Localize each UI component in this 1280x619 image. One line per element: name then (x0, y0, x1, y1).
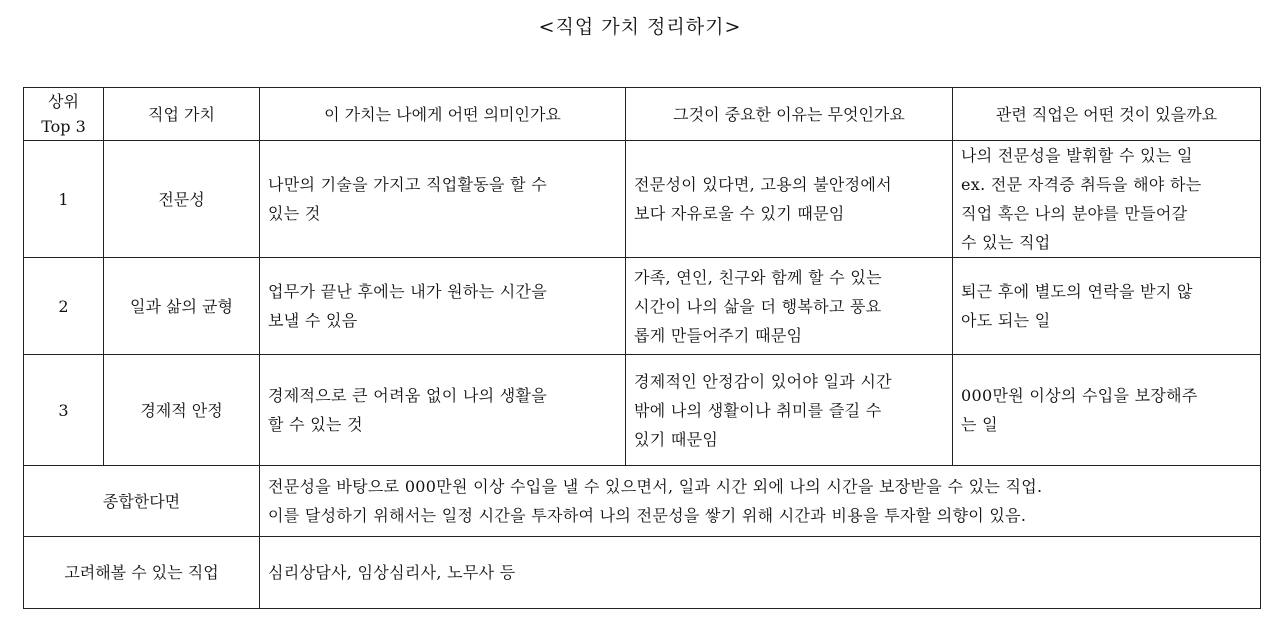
reason-line: 가족, 연인, 친구와 함께 할 수 있는 (634, 267, 882, 287)
header-jobs: 관련 직업은 어떤 것이 있을까요 (953, 88, 1261, 141)
jobs-line: 나의 전문성을 발휘할 수 있는 일 (961, 146, 1193, 165)
reason-line: 경제적인 안정감이 있어야 일과 시간 (634, 371, 892, 391)
jobs-line: 퇴근 후에 별도의 연락을 받지 않 (961, 282, 1193, 301)
summary-text (260, 466, 1261, 537)
summary-row (24, 466, 1261, 537)
summary-label: 종합한다면 (24, 466, 260, 537)
reason-line: 보다 자유로울 수 있기 때문임 (634, 204, 845, 223)
reason-line: 롭게 만들어주기 때문임 (634, 325, 803, 345)
consider-jobs-label: 고려해볼 수 있는 직업 (24, 537, 260, 609)
jobs-line: 000만원 이상의 수입을 보장해주 (961, 386, 1198, 405)
jobs-line: 수 있는 직업 (961, 233, 1051, 252)
reason-line: 전문성이 있다면, 고용의 불안정에서 (634, 175, 892, 194)
table-header-row (24, 88, 1261, 141)
job-values-table (23, 87, 1261, 609)
meaning-cell (260, 258, 626, 355)
jobs-line: 아도 되는 일 (961, 311, 1051, 330)
rank-cell: 3 (24, 355, 104, 466)
reason-line: 있기 때문임 (634, 429, 719, 449)
consider-jobs-text: 심리상담사, 임상심리사, 노무사 등 (260, 537, 1261, 609)
value-cell: 경제적 안정 (104, 355, 260, 466)
summary-line: 전문성을 바탕으로 000만원 이상 수입을 낼 수 있으면서, 일과 시간 외에 나의 시간을 보장받을 수 있는 직업. (268, 477, 1043, 496)
meaning-line: 할 수 있는 것 (268, 415, 363, 434)
rank-cell: 2 (24, 258, 104, 355)
value-cell: 전문성 (104, 141, 260, 258)
meaning-cell (260, 355, 626, 466)
jobs-cell (953, 141, 1261, 258)
reason-line: 시간이 나의 삶을 더 행복하고 풍요 (634, 296, 882, 316)
jobs-cell (953, 258, 1261, 355)
rank-cell: 1 (24, 141, 104, 258)
page-title: <직업 가치 정리하기> (538, 16, 742, 38)
reason-cell (626, 355, 953, 466)
meaning-line: 경제적으로 큰 어려움 없이 나의 생활을 (268, 386, 548, 405)
meaning-line: 보낼 수 있음 (268, 311, 358, 330)
reason-cell (626, 258, 953, 355)
jobs-line: 직업 혹은 나의 분야를 만들어갈 (961, 204, 1188, 223)
consider-jobs-row (24, 537, 1261, 609)
table-row (24, 141, 1261, 258)
meaning-cell (260, 141, 626, 258)
meaning-line: 업무가 끝난 후에는 내가 원하는 시간을 (268, 282, 548, 301)
header-value: 직업 가치 (104, 88, 260, 141)
reason-line: 밖에 나의 생활이나 취미를 즐길 수 (634, 400, 882, 420)
table-row (24, 258, 1261, 355)
summary-line: 이를 달성하기 위해서는 일정 시간을 투자하여 나의 전문성을 쌓기 위해 시간과 비용을 투자할 의향이 있음. (268, 506, 1027, 525)
meaning-line: 있는 것 (268, 204, 321, 223)
table-row (24, 355, 1261, 466)
reason-cell (626, 141, 953, 258)
jobs-line: 는 일 (961, 415, 998, 434)
header-rank (24, 88, 104, 141)
meaning-line: 나만의 기술을 가지고 직업활동을 할 수 (268, 175, 548, 194)
header-reason: 그것이 중요한 이유는 무엇인가요 (626, 88, 953, 141)
value-cell: 일과 삶의 균형 (104, 258, 260, 355)
header-meaning: 이 가치는 나에게 어떤 의미인가요 (260, 88, 626, 141)
header-rank-line1: 상위 (48, 92, 79, 111)
header-rank-line2: Top 3 (41, 117, 86, 136)
jobs-line: ex. 전문 자격증 취득을 해야 하는 (961, 175, 1202, 194)
jobs-cell (953, 355, 1261, 466)
